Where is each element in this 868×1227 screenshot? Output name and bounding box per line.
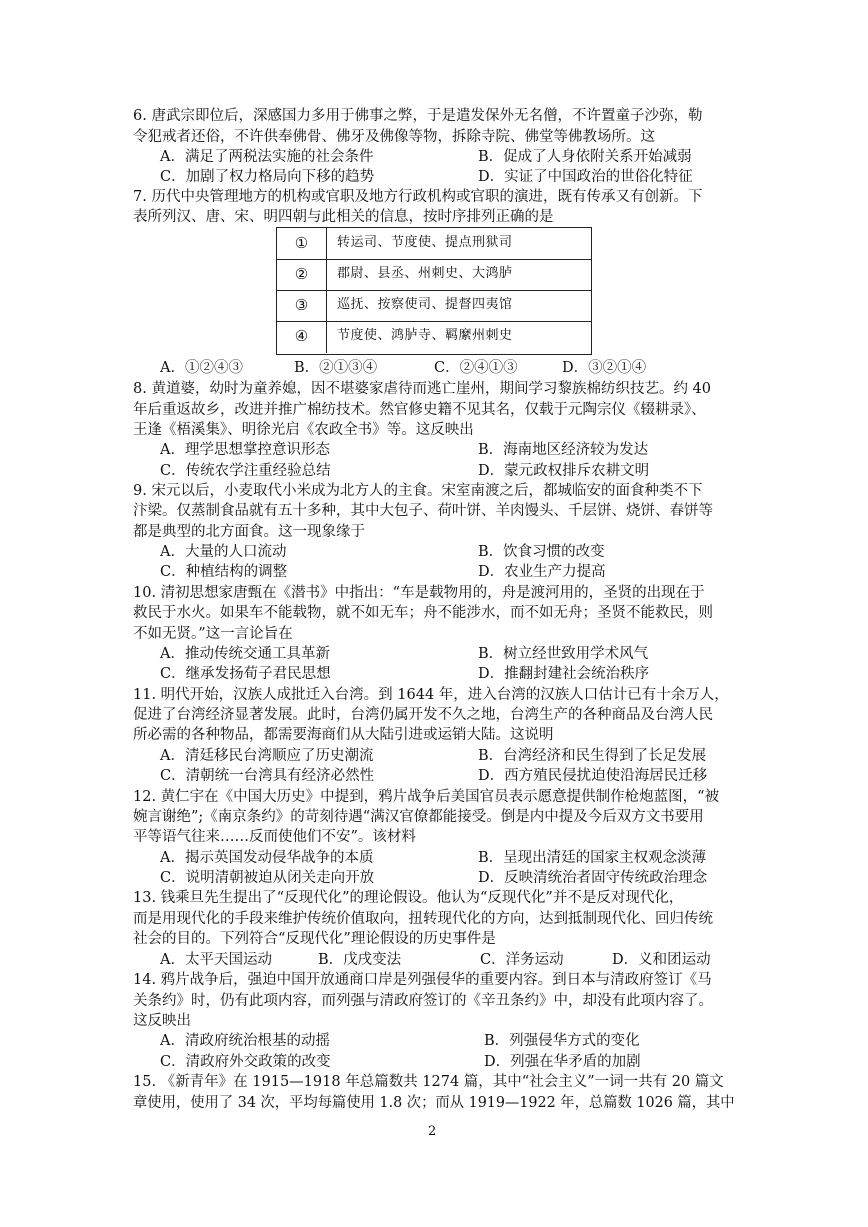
q11-stem-line-1: 11. 明代开始，汉族人成批迁入台湾。到 1644 年，进入台湾的汉族人口估计已有十余万人， <box>133 687 729 703</box>
q11-stem-line-2: 促进了台湾经济显著发展。此时，台湾仍属开发不久之地，台湾生产的各种商品及台湾人民 <box>133 707 713 723</box>
q12-stem-line-3: 平等语气往来……反而使他们不安”。该材料 <box>133 829 416 845</box>
row-number: ② <box>277 259 327 291</box>
q10-stem-line-2: 救民于水火。如果车不能载物，就不如无车；舟不能涉水，而不如无舟；圣贤不能救民，则 <box>133 605 713 621</box>
row-number: ③ <box>277 290 327 322</box>
q6-option-b: B．促成了人身依附关系开始减弱 <box>478 149 692 165</box>
q7-table-row <box>277 321 591 353</box>
q7-table <box>276 227 592 355</box>
q13-stem-line-2: 而是用现代化的手段来维护传统价值取向，扭转现代化的方向，达到抵制现代化、回归传统 <box>133 911 713 927</box>
q11-option-c: C．清朝统一台湾具有经济必然性 <box>160 768 375 784</box>
q8-option-b: B．海南地区经济较为发达 <box>478 442 649 458</box>
q11-option-d: D．西方殖民侵扰迫使沿海居民迁移 <box>478 768 708 784</box>
row-text: 节度使、鸿胪寺、羁縻州刺史 <box>337 328 513 343</box>
q13-option-b: B．戊戌变法 <box>318 952 402 968</box>
q14-stem-line-2: 关条约》时，仍有此项内容，而列强与清政府签订的《辛丑条约》中，却没有此项内容了。 <box>133 993 713 1009</box>
q12-stem-line-1: 12. 黄仁宇在《中国大历史》中提到，鸦片战争后美国官员表示愿意提供制作枪炮蓝图，“被 <box>133 789 720 805</box>
q6-option-a: A．满足了两税法实施的社会条件 <box>160 149 374 165</box>
q8-stem-line-3: 王逢《梧溪集》、明徐光启《农政全书》等。这反映出 <box>133 422 474 438</box>
q10-option-c: C．继承发扬荀子君民思想 <box>160 666 331 682</box>
q9-option-b: B．饮食习惯的改变 <box>478 544 605 560</box>
q9-option-a: A．大量的人口流动 <box>160 544 287 560</box>
q9-option-c: C．种植结构的调整 <box>160 564 288 580</box>
q13-stem-line-3: 社会的目的。下列符合“反现代化”理论假设的历史事件是 <box>133 931 496 947</box>
q8-option-d: D．蒙元政权排斥农耕文明 <box>478 463 650 479</box>
q6-stem-line-2: 令犯戒者还俗，不许供奉佛骨、佛牙及佛像等物，拆除寺院、佛堂等佛教场所。这 <box>133 129 655 145</box>
q12-option-b: B．呈现出清廷的国家主权观念淡薄 <box>478 850 707 866</box>
q7-option-d: D．③②①④ <box>562 360 647 376</box>
row-number: ① <box>277 228 327 260</box>
q14-stem-line-3: 这反映出 <box>133 1013 191 1029</box>
q10-option-b: B．树立经世致用学术风气 <box>478 646 649 662</box>
q13-stem-line-1: 13. 钱乘旦先生提出了“反现代化”的理论假设。他认为“反现代化”并不是反对现代化， <box>133 890 684 906</box>
q10-stem-line-3: 不如无贤。”这一言论旨在 <box>133 626 293 642</box>
q8-option-c: C．传统农学注重经验总结 <box>160 463 331 479</box>
q14-option-b: B．列强侵华方式的变化 <box>484 1033 640 1049</box>
row-number: ④ <box>277 321 327 353</box>
q7-table-row <box>277 290 591 322</box>
q7-table-row <box>277 259 591 291</box>
q7-stem-line-1: 7. 历代中央管理地方的机构或官职及地方行政机构或官职的演进，既有传承又有创新。下 <box>133 189 703 205</box>
q6-stem-line-1: 6. 唐武宗即位后，深感国力多用于佛事之弊，于是遣发保外无名僧，不许置童子沙弥，勒 <box>133 108 703 124</box>
q7-option-c: C．②④①③ <box>434 360 518 376</box>
q8-stem-line-1: 8. 黄道婆，幼时为童养媳，因不堪婆家虐待而逃亡崖州，期间学习黎族棉纺织技艺。约 40 <box>133 381 711 397</box>
q11-option-a: A．清廷移民台湾顺应了历史潮流 <box>160 748 374 764</box>
q14-stem-line-1: 14. 鸦片战争后，强迫中国开放通商口岸是列强侵华的重要内容。到日本与清政府签订《马 <box>133 972 712 988</box>
q9-stem-line-1: 9. 宋元以后，小麦取代小米成为北方人的主食。宋室南渡之后，都城临安的面食种类不下 <box>133 483 703 499</box>
q12-stem-line-2: 婉言谢绝”;《南京条约》的苛刻待遇“满汉官僚都能接受。倒是内中提及今后双方文书要用 <box>133 809 704 825</box>
q9-stem-line-2: 汴梁。仅蒸制食品就有五十多种，其中大包子、荷叶饼、羊肉馒头、千层饼、烧饼、春饼等 <box>133 503 713 519</box>
q14-option-a: A．清政府统治根基的动摇 <box>160 1033 330 1049</box>
q14-option-c: C．清政府外交政策的改变 <box>160 1054 331 1070</box>
q7-option-b: B．②①③④ <box>294 360 378 376</box>
page-number: 2 <box>428 1124 437 1139</box>
q6-option-c: C．加剧了权力格局向下移的趋势 <box>160 169 375 185</box>
q12-option-a: A．揭示英国发动侵华战争的本质 <box>160 850 374 866</box>
q9-option-d: D．农业生产力提高 <box>478 564 606 580</box>
q14-option-d: D．列强在华矛盾的加剧 <box>484 1054 641 1070</box>
q13-option-a: A．太平天国运动 <box>160 952 272 968</box>
q11-option-b: B．台湾经济和民生得到了长足发展 <box>478 748 707 764</box>
q15-stem-line-2: 章使用，使用了 34 次，平均每篇使用 1.8 次；而从 1919—1922 年，总篇数 1026 篇，其中 <box>133 1095 735 1111</box>
q7-option-a: A．①②④③ <box>160 360 243 376</box>
q7-table-row <box>277 228 591 260</box>
q13-option-c: C．洋务运动 <box>480 952 564 968</box>
q10-option-d: D．推翻封建社会统治秩序 <box>478 666 650 682</box>
q11-stem-line-3: 所必需的各种物品，都需要海商们从大陆引进或运销大陆。这说明 <box>133 727 554 743</box>
row-text: 巡抚、按察使司、提督四夷馆 <box>337 297 513 312</box>
q10-option-a: A．推动传统交通工具革新 <box>160 646 330 662</box>
q8-stem-line-2: 年后重返故乡，改进并推广棉纺技术。然官修史籍不见其名，仅载于元陶宗仪《辍耕录》、 <box>133 402 706 418</box>
q10-stem-line-1: 10. 清初思想家唐甄在《潜书》中指出：“车是载物用的，舟是渡河用的，圣贤的出现在于 <box>133 585 705 601</box>
q6-option-d: D．实证了中国政治的世俗化特征 <box>478 169 693 185</box>
q7-stem-line-2: 表所列汉、唐、宋、明四朝与此相关的信息，按时序排列正确的是 <box>133 209 554 225</box>
q12-option-c: C．说明清朝被迫从闭关走向开放 <box>160 870 375 886</box>
q15-stem-line-1: 15. 《新青年》在 1915—1918 年总篇数共 1274 篇，其中“社会主义”一词一共有 20 篇文 <box>133 1074 724 1090</box>
row-text: 郡尉、县丞、州刺史、大鸿胪 <box>337 266 513 281</box>
row-text: 转运司、节度使、提点刑狱司 <box>337 235 513 250</box>
q13-option-d: D．义和团运动 <box>612 952 711 968</box>
q8-option-a: A．理学思想掌控意识形态 <box>160 442 330 458</box>
q12-option-d: D．反映清统治者固守传统政治理念 <box>478 870 708 886</box>
q9-stem-line-3: 都是典型的北方面食。这一现象缘于 <box>133 524 365 540</box>
